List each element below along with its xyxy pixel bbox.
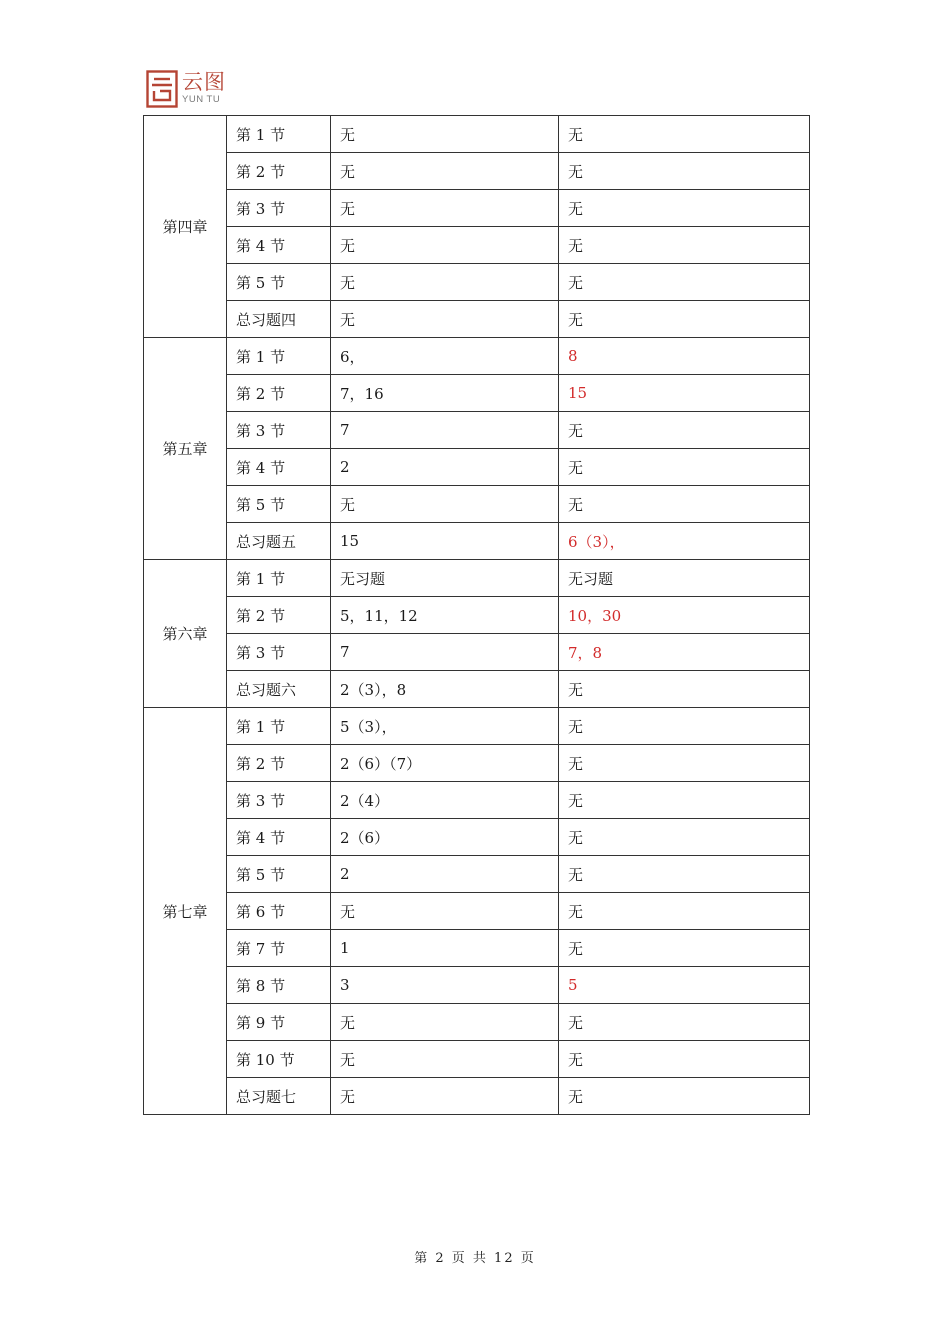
- extra-exercise-cell: 无: [559, 893, 810, 930]
- section-cell: 总习题四: [227, 301, 331, 338]
- extra-exercise-cell: 无: [559, 153, 810, 190]
- exercise-cell: 无: [331, 301, 559, 338]
- exercise-cell: 15: [331, 523, 559, 560]
- extra-exercise-cell: 6（3），: [559, 523, 810, 560]
- exercise-cell: 无: [331, 1004, 559, 1041]
- logo-english-text: YUN TU: [182, 94, 221, 105]
- extra-exercise-cell: 无: [559, 190, 810, 227]
- exercise-cell: 2（3），8: [331, 671, 559, 708]
- exercise-table: [143, 115, 810, 1115]
- table-row: [144, 449, 810, 486]
- extra-exercise-cell: 无: [559, 1041, 810, 1078]
- table-row: [144, 190, 810, 227]
- extra-exercise-cell: 15: [559, 375, 810, 412]
- section-cell: 第 5 节: [227, 486, 331, 523]
- table-row: [144, 819, 810, 856]
- section-cell: 第 1 节: [227, 560, 331, 597]
- chapter-cell: 第六章: [144, 560, 227, 708]
- table-row: [144, 782, 810, 819]
- exercise-cell: 无: [331, 893, 559, 930]
- section-cell: 第 4 节: [227, 449, 331, 486]
- extra-exercise-cell: 无: [559, 116, 810, 153]
- chapter-cell: 第七章: [144, 708, 227, 1115]
- extra-exercise-cell: 无习题: [559, 560, 810, 597]
- section-cell: 第 3 节: [227, 634, 331, 671]
- section-cell: 第 3 节: [227, 782, 331, 819]
- section-cell: 第 10 节: [227, 1041, 331, 1078]
- section-cell: 第 1 节: [227, 708, 331, 745]
- table-row: [144, 301, 810, 338]
- table-row: [144, 634, 810, 671]
- extra-exercise-cell: 无: [559, 227, 810, 264]
- exercise-cell: 无: [331, 1078, 559, 1115]
- table-row: [144, 486, 810, 523]
- exercise-cell: 2（6）: [331, 819, 559, 856]
- exercise-cell: 无: [331, 227, 559, 264]
- extra-exercise-cell: 无: [559, 930, 810, 967]
- section-cell: 第 6 节: [227, 893, 331, 930]
- table-row: [144, 671, 810, 708]
- section-cell: 第 1 节: [227, 116, 331, 153]
- exercise-cell: 1: [331, 930, 559, 967]
- section-cell: 第 2 节: [227, 375, 331, 412]
- extra-exercise-cell: 无: [559, 264, 810, 301]
- exercise-table-body: [144, 116, 810, 1115]
- exercise-cell: 7: [331, 412, 559, 449]
- exercise-cell: 6，: [331, 338, 559, 375]
- extra-exercise-cell: 无: [559, 1078, 810, 1115]
- logo: [146, 70, 226, 108]
- section-cell: 第 2 节: [227, 597, 331, 634]
- exercise-cell: 无: [331, 116, 559, 153]
- chapter-cell: 第五章: [144, 338, 227, 560]
- exercise-cell: 3: [331, 967, 559, 1004]
- extra-exercise-cell: 无: [559, 486, 810, 523]
- table-row: [144, 967, 810, 1004]
- extra-exercise-cell: 无: [559, 449, 810, 486]
- yuntu-logo-icon: [146, 70, 178, 108]
- exercise-cell: 7，16: [331, 375, 559, 412]
- exercise-cell: 2（4）: [331, 782, 559, 819]
- exercise-cell: 无: [331, 486, 559, 523]
- extra-exercise-cell: 无: [559, 301, 810, 338]
- table-row: [144, 597, 810, 634]
- exercise-cell: 无习题: [331, 560, 559, 597]
- section-cell: 第 4 节: [227, 819, 331, 856]
- table-row: [144, 412, 810, 449]
- table-row: [144, 227, 810, 264]
- extra-exercise-cell: 无: [559, 708, 810, 745]
- exercise-cell: 无: [331, 1041, 559, 1078]
- table-row: [144, 930, 810, 967]
- exercise-cell: 2: [331, 856, 559, 893]
- table-row: [144, 708, 810, 745]
- table-row: [144, 893, 810, 930]
- extra-exercise-cell: 10，30: [559, 597, 810, 634]
- section-cell: 第 7 节: [227, 930, 331, 967]
- table-row: [144, 1004, 810, 1041]
- table-row: [144, 264, 810, 301]
- exercise-cell: 无: [331, 190, 559, 227]
- extra-exercise-cell: 8: [559, 338, 810, 375]
- section-cell: 第 4 节: [227, 227, 331, 264]
- logo-chinese-text: 云图: [182, 70, 226, 94]
- table-row: [144, 856, 810, 893]
- exercise-cell: 5（3），: [331, 708, 559, 745]
- extra-exercise-cell: 无: [559, 1004, 810, 1041]
- extra-exercise-cell: 无: [559, 856, 810, 893]
- table-row: [144, 153, 810, 190]
- section-cell: 总习题七: [227, 1078, 331, 1115]
- section-cell: 第 2 节: [227, 745, 331, 782]
- exercise-cell: 2（6）（7）: [331, 745, 559, 782]
- section-cell: 第 1 节: [227, 338, 331, 375]
- extra-exercise-cell: 无: [559, 819, 810, 856]
- extra-exercise-cell: 无: [559, 782, 810, 819]
- page-footer: 第 2 页 共 12 页: [414, 1251, 536, 1266]
- table-row: [144, 560, 810, 597]
- extra-exercise-cell: 7，8: [559, 634, 810, 671]
- exercise-cell: 2: [331, 449, 559, 486]
- exercise-cell: 无: [331, 153, 559, 190]
- section-cell: 第 5 节: [227, 856, 331, 893]
- table-row: [144, 1078, 810, 1115]
- extra-exercise-cell: 无: [559, 412, 810, 449]
- table-row: [144, 523, 810, 560]
- table-row: [144, 338, 810, 375]
- extra-exercise-cell: 无: [559, 745, 810, 782]
- section-cell: 总习题五: [227, 523, 331, 560]
- table-row: [144, 745, 810, 782]
- section-cell: 第 9 节: [227, 1004, 331, 1041]
- section-cell: 第 3 节: [227, 190, 331, 227]
- section-cell: 总习题六: [227, 671, 331, 708]
- section-cell: 第 3 节: [227, 412, 331, 449]
- table-row: [144, 116, 810, 153]
- table-row: [144, 375, 810, 412]
- section-cell: 第 5 节: [227, 264, 331, 301]
- section-cell: 第 2 节: [227, 153, 331, 190]
- extra-exercise-cell: 5: [559, 967, 810, 1004]
- exercise-cell: 7: [331, 634, 559, 671]
- table-row: [144, 1041, 810, 1078]
- chapter-cell: 第四章: [144, 116, 227, 338]
- exercise-cell: 5，11，12: [331, 597, 559, 634]
- extra-exercise-cell: 无: [559, 671, 810, 708]
- exercise-cell: 无: [331, 264, 559, 301]
- section-cell: 第 8 节: [227, 967, 331, 1004]
